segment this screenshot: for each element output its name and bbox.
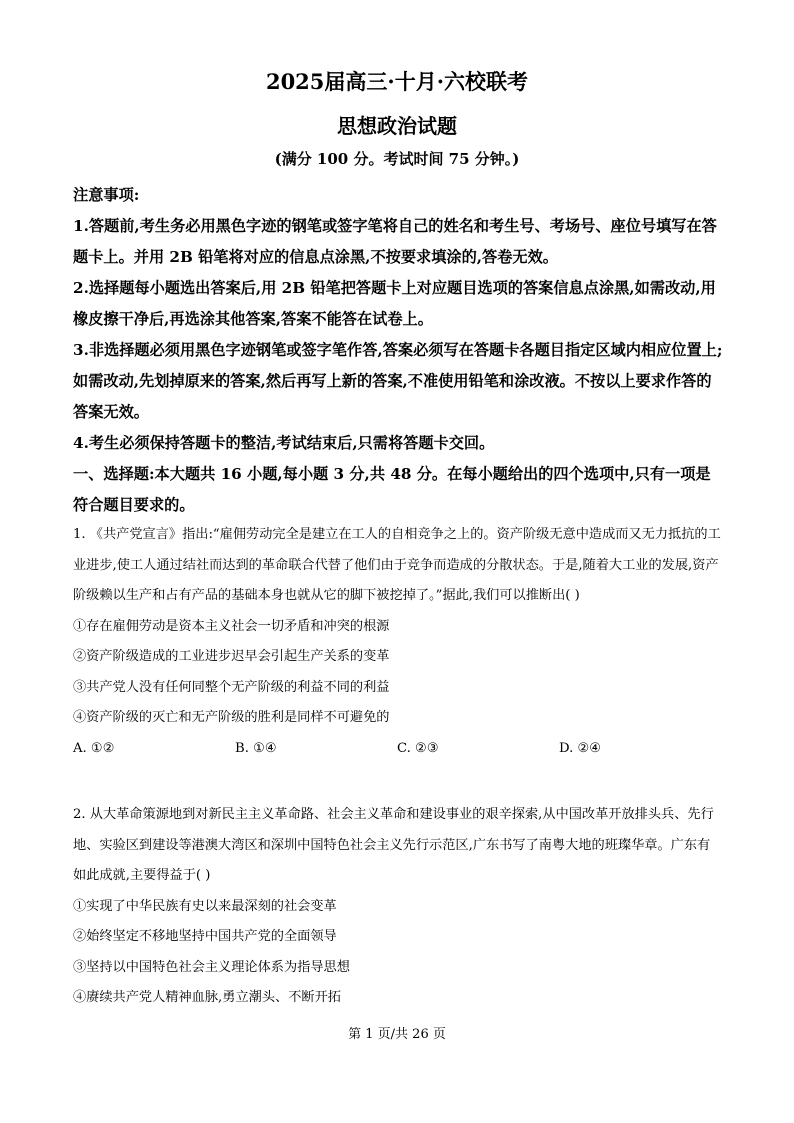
section-heading: 一、选择题:本大题共 16 小题,每小题 3 分,共 48 分。在每小题给出的四个选项中,只有一项是符合题目要求的。 (73, 465, 711, 514)
instructions-heading: 注意事项: (73, 186, 140, 204)
statement: ②资产阶级造成的工业进步迟早会引起生产关系的变革 (73, 649, 390, 664)
instruction-item: 2.选择题每小题选出答案后,用 2B 铅笔把答题卡上对应题目选项的答案信息点涂黑,如需改动,用橡皮擦干净后,再选涂其他答案,答案不能答在试卷上。 (73, 279, 716, 328)
statement: ③坚持以中国特色社会主义理论体系为指导思想 (73, 959, 350, 975)
option-a: A. ①② (73, 740, 115, 756)
statement: ①存在雇佣劳动是资本主义社会一切矛盾和冲突的根源 (73, 618, 390, 634)
instruction-item: 3.非选择题必须用黑色字迹钢笔或签字笔作答,答案必须写在答题卡各题目指定区域内相应位置上;如需改动,先划掉原来的答案,然后再写上新的答案,不准使用铅笔和涂改液。不按以上要求作答的答案无效。 (73, 341, 723, 421)
exam-info: (满分 100 分。考试时间 75 分钟。) (274, 150, 520, 168)
statement: ④资产阶级的灭亡和无产阶级的胜利是同样不可避免的 (73, 710, 390, 725)
exam-title: 2025届高三·十月·六校联考 (265, 69, 529, 94)
option-d: D. ②④ (559, 740, 602, 756)
answer-options (73, 734, 723, 765)
option-c: C. ②③ (397, 740, 439, 756)
page-number: 第 1 页/共 26 页 (348, 1027, 446, 1042)
statement: ③共产党人没有任何同整个无产阶级的利益不同的利益 (73, 679, 390, 695)
statement: ④赓续共产党人精神血脉,勇立潮头、不断开拓 (73, 990, 341, 1005)
instructions (73, 180, 723, 521)
instruction-item: 4.考生必须保持答题卡的整洁,考试结束后,只需将答题卡交回。 (73, 434, 495, 452)
question-2 (73, 800, 723, 1014)
question-stem: 2. 从大革命策源地到对新民主主义革命路、社会主义革命和建设事业的艰辛探索,从中国改革开放排头兵、先行地、实验区到建设等港澳大湾区和深圳中国特色社会主义先行示范区,广东书写了南粤大地的班璨华章。广东有如此成就,主要得益于( ) (73, 807, 714, 883)
question-1 (73, 520, 723, 764)
subject-title: 思想政治试题 (337, 114, 457, 138)
question-stem: 1. 《共产党宣言》指出:“雇佣劳动完全是建立在工人的自相竞争之上的。资产阶级无意中造成而又无力抵抗的工业进步,使工人通过结社而达到的革命联合代替了他们由于竞争而造成的分散状态。于是,随着大工业的发展,资产阶级赖以生产和占有产品的基础本身也就从它的脚下被挖掉了。”据此,我们可以推断出( ) (73, 527, 721, 603)
statement: ②始终坚定不移地坚持中国共产党的全面领导 (73, 929, 337, 944)
statement: ①实现了中华民族有史以来最深刻的社会变革 (73, 898, 337, 914)
instruction-item: 1.答题前,考生务必用黑色字迹的钢笔或签字笔将自己的姓名和考生号、考场号、座位号填写在答题卡上。并用 2B 铅笔将对应的信息点涂黑,不按要求填涂的,答卷无效。 (73, 217, 717, 266)
option-b: B. ①④ (235, 740, 277, 756)
